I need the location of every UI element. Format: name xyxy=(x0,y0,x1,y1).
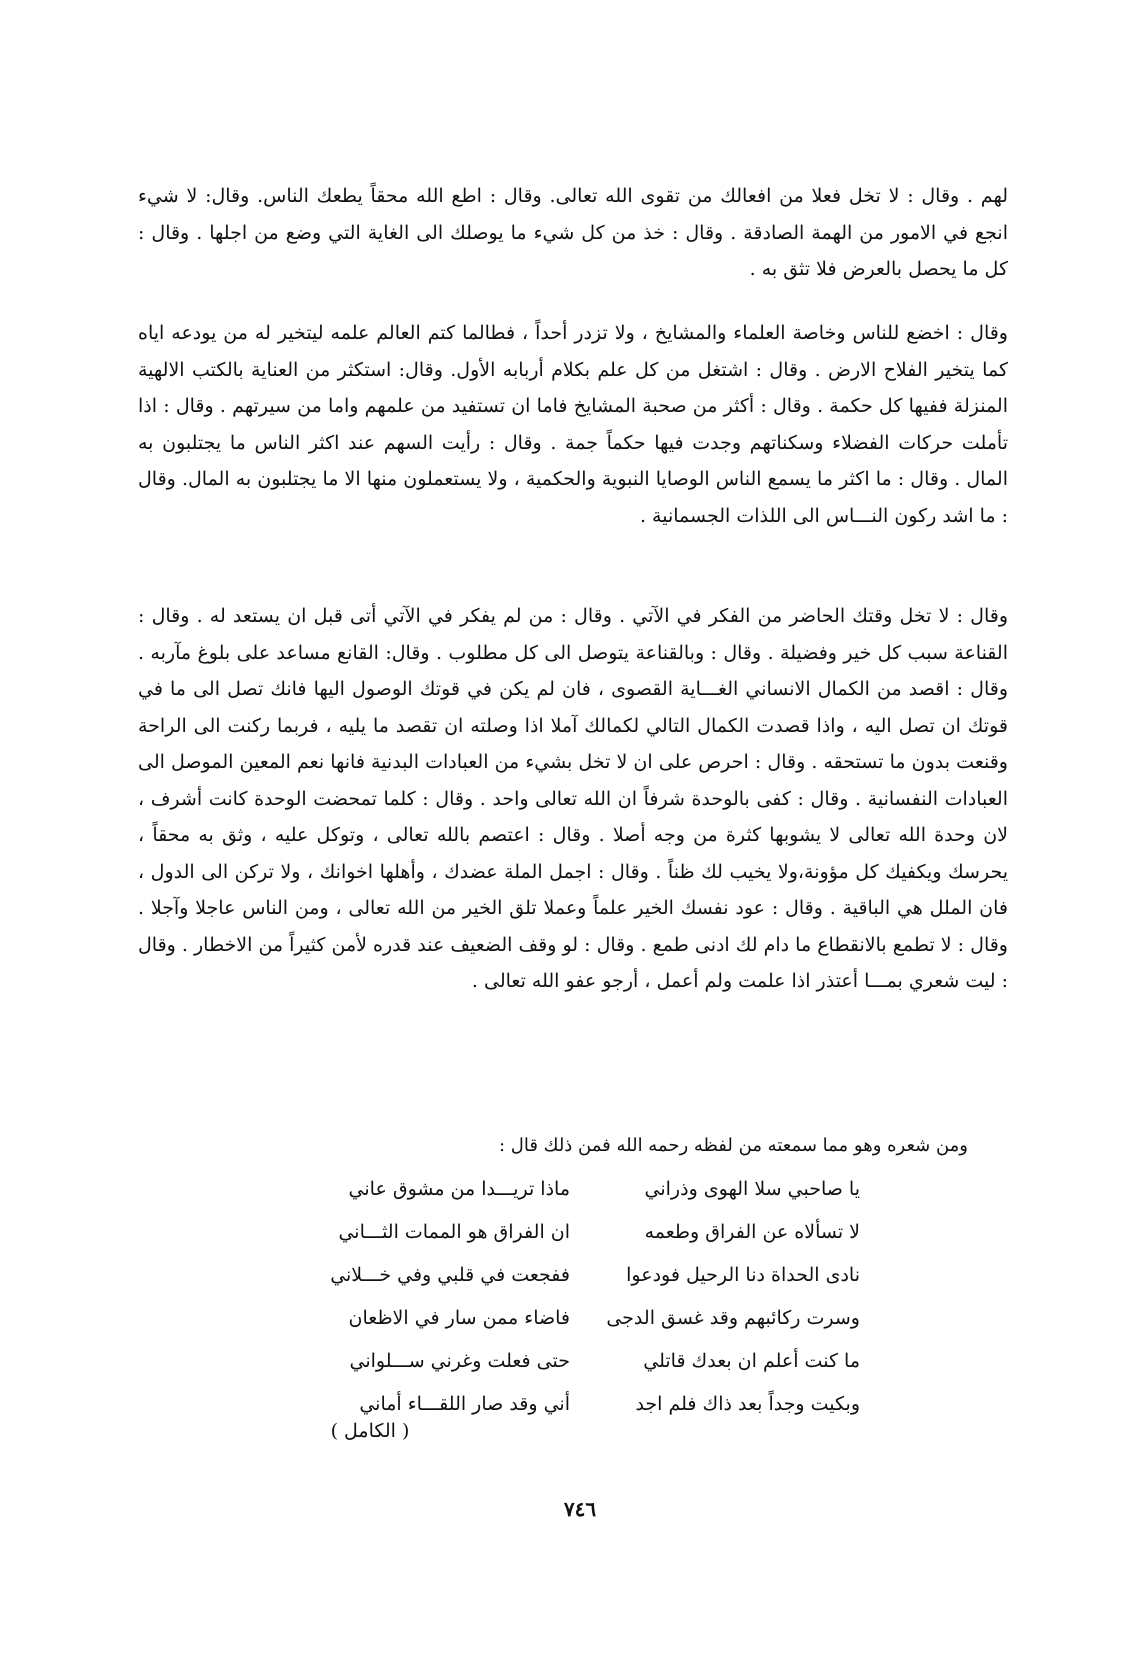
first-hemistich: وسرت ركائبهم وقد غسق الدجى xyxy=(606,1307,860,1329)
page-number: ٧٤٦ xyxy=(563,1497,597,1521)
poem-meter-label: ( الكامل ) xyxy=(330,1420,410,1442)
paragraph-3: وقال : لا تخل وقتك الحاضر من الفكر في الآتي . وقال : من لم يفكر في الآتي أتى قبل ان يستعد له . وقال : القناعة سبب كل خير وفضيلة . وقال : وبالقناعة يتوصل الى كل مطلوب . وقال: القانع مساعد على بلوغ مآربه . وقال : اقصد من الكمال الانساني الغـــاية القصوى ، فان لم يكن في قوتك الوصول اليها فانك تصل الى ما في قوتك ان تصل اليه ، واذا قصدت الكمال التالي لكمالك آملا اذا وصلته ان تقصد ما يليه ، فربما ركنت الى الراحة وقنعت بدون ما تستحقه . وقال : احرص على ان لا تخل بشيء من العبادات البدنية فانها نعم المعين الموصل الى العبادات النفسانية . وقال : كفى بالوحدة شرفاً ان الله تعالى واحد . وقال : كلما تمحضت الوحدة كانت أشرف ، لان وحدة الله تعالى لا يشوبها كثرة من وجه أصلا . وقال : اعتصم بالله تعالى ، وتوكل عليه ، وثق به محقاً ، يحرسك ويكفيك كل مؤونة،ولا يخيب لك ظناً . وقال : اجمل الملة عضدك ، وأهلها اخوانك ، ولا تركن الى الدول ، فان الملل هي الباقية . وقال : عود نفسك الخير علماً وعملا تلق الخير من الله تعالى ، ومن الناس عاجلا وآجلا . وقال : لا تطمع بالانقطاع ما دام لك ادنى طمع . وقال : لو وقف الضعيف عند قدره لأمن كثيراً من الاخطار . وقال : ليت شعري بمـــا أعتذر اذا علمت ولم أعمل ، أرجو عفو الله تعالى . xyxy=(138,605,1008,992)
verse-line xyxy=(300,1211,860,1254)
verse-line xyxy=(300,1168,860,1211)
paragraph-2: وقال : اخضع للناس وخاصة العلماء والمشايخ ، ولا تزدر أحداً ، فطالما كتم العالم علمه ليتخير له من يودعه اياه كما يتخير الفلاح الارض . وقال : اشتغل من كل علم بكلام أربابه الأول. وقال: استكثر من العناية بالكتب الالهية المنزلة ففيها كل حكمة . وقال : أكثر من صحبة المشايخ فاما ان تستفيد من علمهم واما من سيرتهم . وقال : اذا تأملت حركات الفضلاء وسكناتهم وجدت فيها حكماً جمة . وقال : رأيت السهم عند اكثر الناس ما يجتلبون به المال . وقال : ما اكثر ما يسمع الناس الوصايا النبوية والحكمية ، ولا يستعملون منها الا ما يجتلبون به المال. وقال : ما اشد ركون النـــاس الى اللذات الجسمانية . xyxy=(138,322,1008,527)
verse-line xyxy=(300,1254,860,1297)
poem-intro: ومن شعره وهو مما سمعته من لفظه رحمه الله فمن ذلك قال : xyxy=(498,1135,968,1156)
verse-line xyxy=(300,1297,860,1340)
poem xyxy=(300,1168,860,1426)
first-hemistich: وبكيت وجداً بعد ذاك فلم اجد xyxy=(635,1393,860,1415)
second-hemistich: حتى فعلت وغرني ســـلواني xyxy=(349,1350,570,1372)
paragraph-1: لهم . وقال : لا تخل فعلا من افعالك من تقوى الله تعالى. وقال : اطع الله محقاً يطعك الناس. وقال: لا شيء انجع في الامور من الهمة الصادقة . وقال : خذ من كل شيء ما يوصلك الى الغاية التي وضع من اجلها . وقال : كل ما يحصل بالعرض فلا تثق به . xyxy=(138,185,1008,280)
second-hemistich: ماذا تريـــدا من مشوق عاني xyxy=(348,1178,570,1200)
verse-line xyxy=(300,1340,860,1383)
second-hemistich: فاضاء ممن سار في الاظعان xyxy=(348,1307,570,1329)
second-hemistich: أني وقد صار اللقـــاء أماني xyxy=(359,1393,570,1415)
first-hemistich: لا تسألاه عن الفراق وطعمه xyxy=(644,1221,860,1243)
first-hemistich: نادى الحداة دنا الرحيل فودعوا xyxy=(626,1264,860,1286)
second-hemistich: ان الفراق هو الممات الثـــاني xyxy=(338,1221,570,1243)
first-hemistich: ما كنت أعلم ان بعدك قاتلي xyxy=(643,1350,860,1372)
first-hemistich: يا صاحبي سلا الهوى وذراني xyxy=(644,1178,860,1200)
second-hemistich: ففجعت في قلبي وفي خـــلاني xyxy=(330,1264,570,1286)
